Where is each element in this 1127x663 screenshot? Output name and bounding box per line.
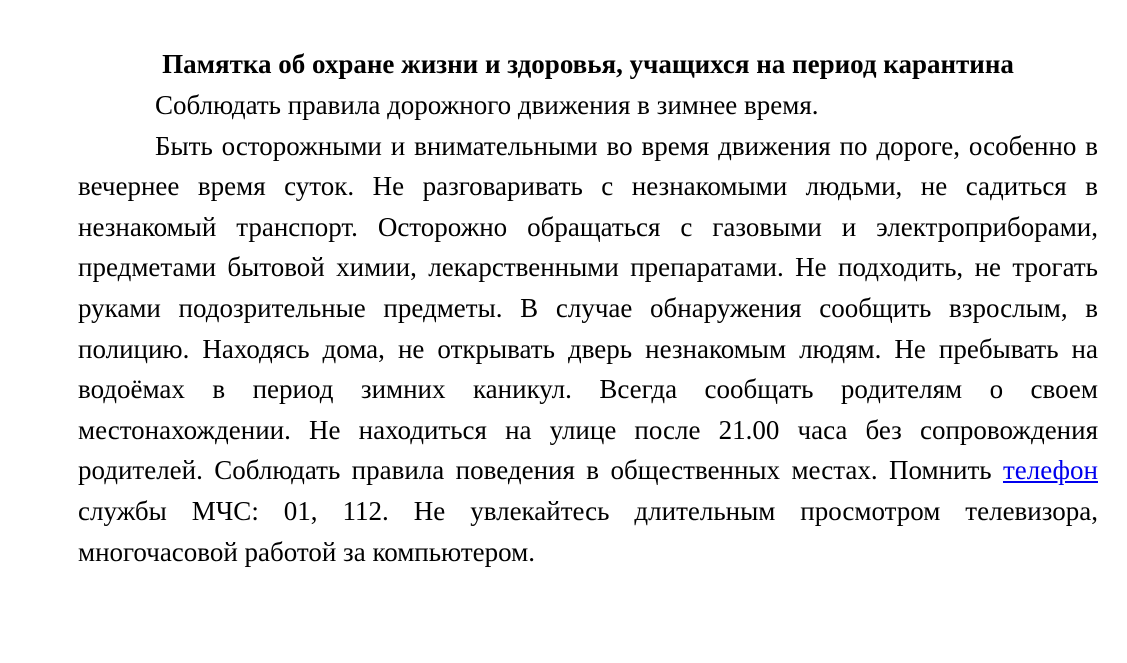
- paragraph-safety-rules: [78, 126, 1098, 573]
- paragraph-text-before-link: Быть осторожными и внимательными во время движения по дороге, особенно в вечернее время суток. Не разговаривать с незнакомыми людьми, не садиться в незнакомый транспорт. Осторожно обращаться с газовыми и электроприборами, предметами бытовой химии, лекарственными препаратами. Не подходить, не трогать руками подозрительные предметы. В случае обнаружения сообщить взрослым, в полицию. Находясь дома, не открывать дверь незнакомым людям. Не пребывать на водоёмах в период зимних каникул. Всегда сообщать родителям о своем местонахождении. Не находиться на улице после 21.00 часа без сопровождения родителей. Соблюдать правила поведения в общественных местах. Помнить: [78, 130, 1098, 486]
- paragraph-text-after-link: службы МЧС: 01, 112. Не увлекайтесь длительным просмотром телевизора, многочасовой работой за компьютером.: [78, 495, 1098, 567]
- document-page: [78, 44, 1098, 572]
- phone-link[interactable]: телефон: [1002, 455, 1098, 486]
- document-title: Памятка об охране жизни и здоровья, учащихся на период карантина: [162, 49, 1014, 79]
- paragraph-traffic-rules: Соблюдать правила дорожного движения в зимнее время.: [155, 90, 819, 120]
